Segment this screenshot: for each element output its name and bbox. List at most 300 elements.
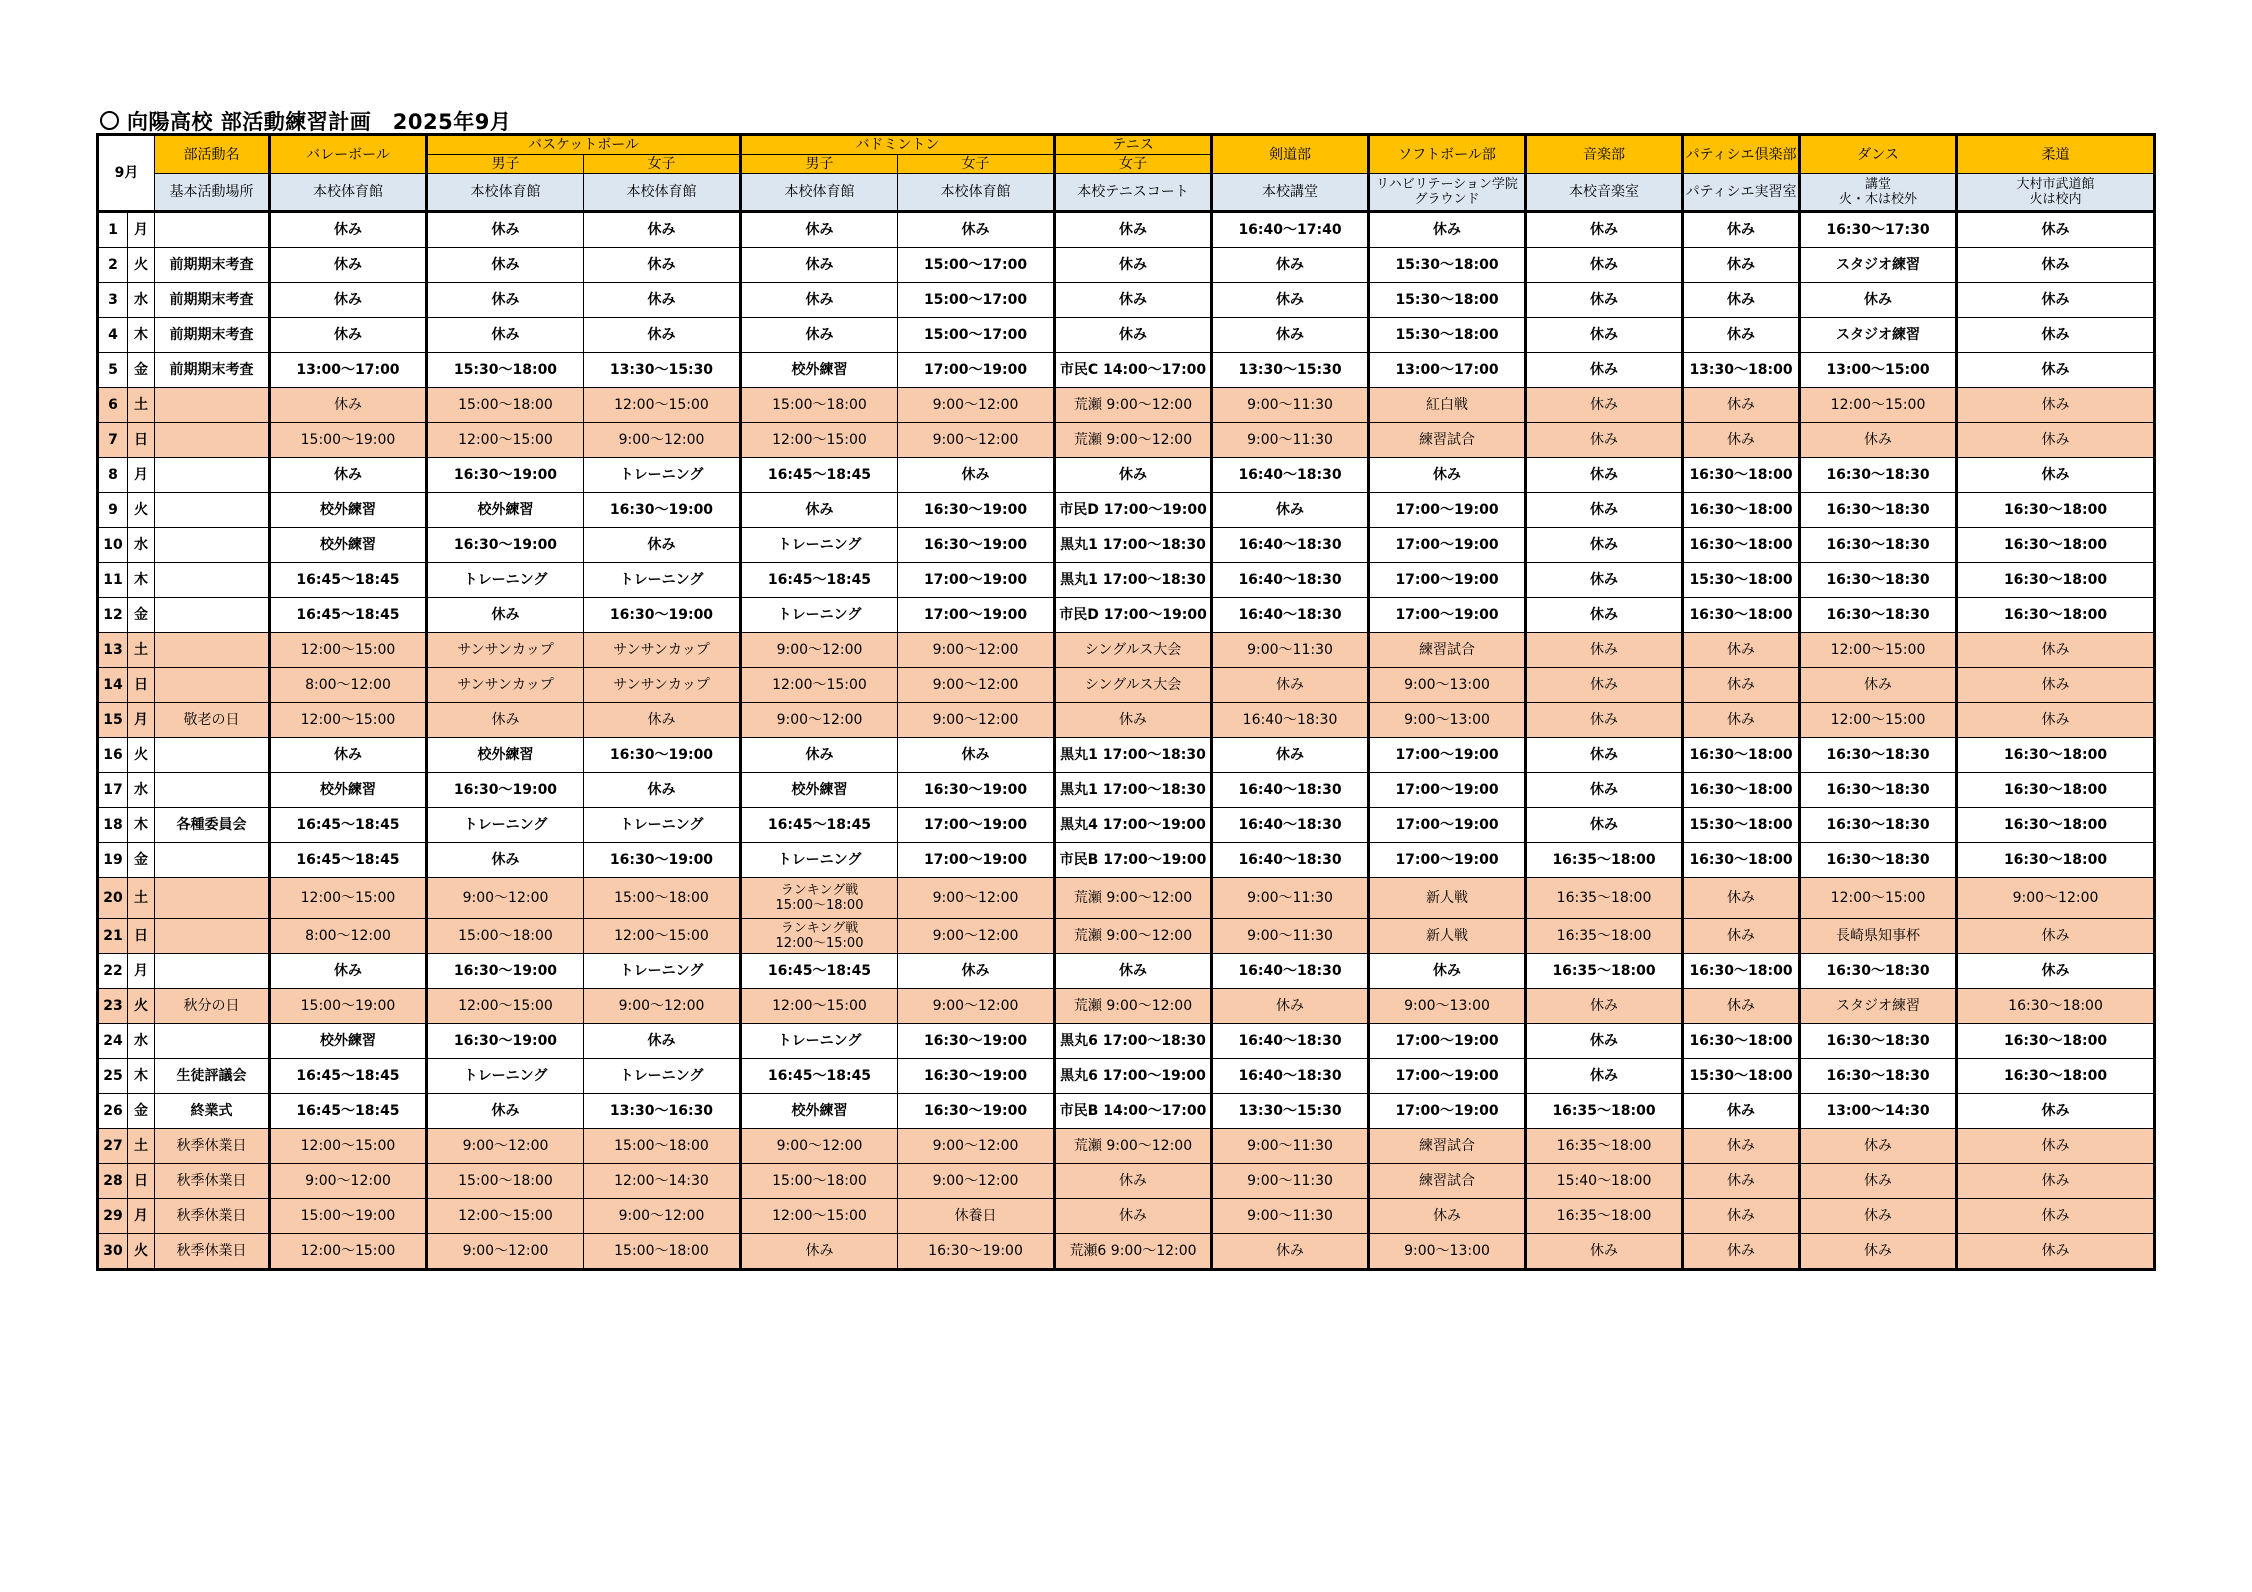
schedule-cell: 休み: [1683, 919, 1800, 954]
schedule-cell: 15:30～18:00: [1683, 1059, 1800, 1094]
schedule-cell: 休み: [1055, 248, 1212, 283]
schedule-cell: 16:30～18:30: [1800, 458, 1957, 493]
day-number: 30: [98, 1234, 128, 1270]
event-cell: 敬老の日: [155, 703, 270, 738]
schedule-cell: 休み: [1683, 1129, 1800, 1164]
schedule-cell: 16:35～18:00: [1526, 843, 1683, 878]
schedule-cell: 9:00～11:30: [1212, 919, 1369, 954]
schedule-cell: 休み: [584, 773, 741, 808]
schedule-cell: 16:30～19:00: [427, 528, 584, 563]
schedule-cell: 17:00～19:00: [1369, 528, 1526, 563]
schedule-cell: 16:35～18:00: [1526, 1199, 1683, 1234]
schedule-cell: トレーニング: [427, 1059, 584, 1094]
day-number: 18: [98, 808, 128, 843]
schedule-cell: 休み: [1957, 668, 2155, 703]
table-row: [98, 423, 2155, 458]
table-row: [98, 954, 2155, 989]
schedule-cell: 荒瀬 9:00～12:00: [1055, 1129, 1212, 1164]
day-number: 20: [98, 878, 128, 919]
schedule-cell: 15:00～17:00: [898, 283, 1055, 318]
schedule-cell: 16:45～18:45: [270, 808, 427, 843]
weekday: 木: [128, 1059, 155, 1094]
schedule-cell: 9:00～11:30: [1212, 1164, 1369, 1199]
table-row: [98, 212, 2155, 248]
schedule-cell: 16:45～18:45: [741, 1059, 898, 1094]
event-cell: [155, 493, 270, 528]
sub-header: 男子: [741, 155, 898, 174]
schedule-cell: 16:30～18:00: [1957, 1059, 2155, 1094]
schedule-cell: 17:00～19:00: [1369, 493, 1526, 528]
schedule-cell: スタジオ練習: [1800, 248, 1957, 283]
schedule-cell: 16:30～18:30: [1800, 598, 1957, 633]
schedule-cell: 9:00～13:00: [1369, 1234, 1526, 1270]
schedule-cell: 12:00～15:00: [741, 423, 898, 458]
schedule-cell: 12:00～15:00: [427, 423, 584, 458]
event-cell: 秋季休業日: [155, 1234, 270, 1270]
schedule-cell: 休み: [741, 248, 898, 283]
weekday: 日: [128, 919, 155, 954]
schedule-cell: 16:30～19:00: [584, 598, 741, 633]
schedule-cell: 9:00～12:00: [898, 1129, 1055, 1164]
schedule-cell: 16:40～18:30: [1212, 598, 1369, 633]
schedule-cell: 12:00～15:00: [741, 1199, 898, 1234]
schedule-cell: 13:00～15:00: [1800, 353, 1957, 388]
table-row: [98, 283, 2155, 318]
schedule-cell: 休み: [1212, 493, 1369, 528]
schedule-cell: 休み: [1957, 1094, 2155, 1129]
table-row: [98, 738, 2155, 773]
table-row: [98, 808, 2155, 843]
schedule-cell: 休み: [1683, 703, 1800, 738]
schedule-cell: 休み: [1526, 458, 1683, 493]
schedule-cell: サンサンカップ: [427, 633, 584, 668]
schedule-cell: 16:30～17:30: [1800, 212, 1957, 248]
schedule-cell: 休み: [1526, 703, 1683, 738]
schedule-cell: 市民D 17:00～19:00: [1055, 598, 1212, 633]
schedule-cell: 休み: [1683, 283, 1800, 318]
schedule-cell: 16:30～19:00: [427, 458, 584, 493]
place-cell: 本校音楽室: [1526, 174, 1683, 212]
schedule-cell: 休み: [1055, 703, 1212, 738]
schedule-cell: 9:00～12:00: [584, 1199, 741, 1234]
weekday: 火: [128, 738, 155, 773]
weekday: 水: [128, 1024, 155, 1059]
schedule-cell: 16:30～19:00: [584, 738, 741, 773]
table-row: [98, 919, 2155, 954]
weekday: 金: [128, 843, 155, 878]
schedule-cell: 黒丸1 17:00～18:30: [1055, 738, 1212, 773]
schedule-cell: 荒瀬6 9:00～12:00: [1055, 1234, 1212, 1270]
schedule-cell: 校外練習: [270, 1024, 427, 1059]
schedule-cell: 休み: [1957, 919, 2155, 954]
schedule-cell: 16:35～18:00: [1526, 954, 1683, 989]
schedule-cell: 休み: [898, 212, 1055, 248]
schedule-cell: 休み: [1526, 1024, 1683, 1059]
schedule-cell: 12:00～15:00: [741, 668, 898, 703]
schedule-cell: 16:30～18:00: [1957, 1024, 2155, 1059]
club-header: 音楽部: [1526, 135, 1683, 174]
schedule-cell: 休み: [1957, 212, 2155, 248]
schedule-cell: 9:00～12:00: [270, 1164, 427, 1199]
schedule-cell: 16:30～19:00: [898, 1094, 1055, 1129]
table-row: [98, 388, 2155, 423]
schedule-cell: 16:30～19:00: [584, 843, 741, 878]
schedule-cell: 9:00～12:00: [898, 668, 1055, 703]
schedule-cell: 休み: [270, 248, 427, 283]
schedule-cell: 休み: [1526, 1059, 1683, 1094]
schedule-cell: 16:30～18:00: [1957, 773, 2155, 808]
schedule-cell: 16:30～18:00: [1683, 773, 1800, 808]
schedule-cell: 休み: [1957, 423, 2155, 458]
sub-header: 男子: [427, 155, 584, 174]
schedule-cell: 校外練習: [741, 353, 898, 388]
weekday: 土: [128, 388, 155, 423]
schedule-cell: 休み: [1526, 318, 1683, 353]
schedule-cell: 12:00～15:00: [1800, 703, 1957, 738]
schedule-cell: 休み: [427, 248, 584, 283]
schedule-cell: 休み: [1526, 212, 1683, 248]
event-cell: 秋季休業日: [155, 1164, 270, 1199]
schedule-cell: 荒瀬 9:00～12:00: [1055, 919, 1212, 954]
schedule-cell: 16:40～18:30: [1212, 703, 1369, 738]
day-number: 4: [98, 318, 128, 353]
table-row: [98, 703, 2155, 738]
schedule-cell: 休み: [1800, 1164, 1957, 1199]
weekday: 火: [128, 1234, 155, 1270]
schedule-cell: 13:30～15:30: [1212, 353, 1369, 388]
event-cell: 前期期末考査: [155, 353, 270, 388]
schedule-cell: 9:00～12:00: [1957, 878, 2155, 919]
schedule-cell: 12:00～15:00: [270, 1129, 427, 1164]
table-row: [98, 1024, 2155, 1059]
sub-header: 女子: [1055, 155, 1212, 174]
day-number: 27: [98, 1129, 128, 1164]
schedule-cell: 休み: [1957, 1199, 2155, 1234]
club-header: 剣道部: [1212, 135, 1369, 174]
schedule-cell: 9:00～11:30: [1212, 388, 1369, 423]
day-number: 14: [98, 668, 128, 703]
table-row: [98, 668, 2155, 703]
schedule-cell: 15:30～18:00: [427, 353, 584, 388]
table-row: [98, 598, 2155, 633]
schedule-cell: 休み: [584, 318, 741, 353]
schedule-cell: 16:45～18:45: [270, 598, 427, 633]
schedule-cell: 休み: [270, 283, 427, 318]
schedule-cell: 休み: [898, 738, 1055, 773]
event-cell: [155, 919, 270, 954]
weekday: 火: [128, 493, 155, 528]
schedule-cell: 16:30～18:00: [1957, 528, 2155, 563]
club-header: 柔道: [1957, 135, 2155, 174]
schedule-cell: 休み: [1800, 1199, 1957, 1234]
schedule-cell: 13:00～14:30: [1800, 1094, 1957, 1129]
weekday: 月: [128, 1199, 155, 1234]
schedule-cell: 16:30～19:00: [427, 954, 584, 989]
schedule-cell: 休み: [1526, 493, 1683, 528]
schedule-cell: 休み: [270, 388, 427, 423]
schedule-cell: 休み: [1683, 423, 1800, 458]
schedule-cell: 16:30～19:00: [584, 493, 741, 528]
event-cell: [155, 843, 270, 878]
header-row-places: [98, 174, 2155, 212]
schedule-cell: 休み: [1369, 1199, 1526, 1234]
day-number: 6: [98, 388, 128, 423]
schedule-cell: スタジオ練習: [1800, 989, 1957, 1024]
schedule-cell: 黒丸4 17:00～19:00: [1055, 808, 1212, 843]
schedule-cell: 17:00～19:00: [1369, 598, 1526, 633]
weekday: 土: [128, 1129, 155, 1164]
schedule-cell: 12:00～15:00: [584, 919, 741, 954]
table-row: [98, 843, 2155, 878]
schedule-cell: トレーニング: [584, 808, 741, 843]
place-cell: パティシエ実習室: [1683, 174, 1800, 212]
day-number: 26: [98, 1094, 128, 1129]
event-cell: [155, 563, 270, 598]
schedule-cell: 休み: [1800, 283, 1957, 318]
schedule-cell: 9:00～12:00: [741, 633, 898, 668]
schedule-cell: 休み: [1957, 1129, 2155, 1164]
schedule-cell: 9:00～11:30: [1212, 423, 1369, 458]
schedule-cell: トレーニング: [741, 1024, 898, 1059]
schedule-cell: 休み: [1369, 458, 1526, 493]
schedule-cell: 休み: [1683, 878, 1800, 919]
club-header: ソフトボール部: [1369, 135, 1526, 174]
schedule-cell: 16:30～18:00: [1957, 843, 2155, 878]
weekday: 日: [128, 423, 155, 458]
schedule-cell: 休み: [1212, 318, 1369, 353]
event-cell: [155, 212, 270, 248]
club-header: ダンス: [1800, 135, 1957, 174]
schedule-cell: 17:00～19:00: [898, 843, 1055, 878]
schedule-cell: 新人戦: [1369, 878, 1526, 919]
schedule-cell: 休み: [1212, 668, 1369, 703]
schedule-cell: 16:30～18:30: [1800, 528, 1957, 563]
schedule-cell: 16:30～18:30: [1800, 843, 1957, 878]
weekday: 月: [128, 458, 155, 493]
schedule-cell: 休み: [1957, 388, 2155, 423]
schedule-cell: 休み: [1526, 248, 1683, 283]
schedule-cell: 休み: [1526, 423, 1683, 458]
schedule-cell: 休み: [1526, 989, 1683, 1024]
schedule-cell: 15:00～19:00: [270, 1199, 427, 1234]
schedule-cell: 紅白戦: [1369, 388, 1526, 423]
schedule-cell: 練習試合: [1369, 1129, 1526, 1164]
schedule-cell: 16:45～18:45: [270, 563, 427, 598]
schedule-cell: トレーニング: [741, 528, 898, 563]
schedule-cell: 12:00～15:00: [1800, 878, 1957, 919]
schedule-cell: 16:45～18:45: [741, 808, 898, 843]
schedule-cell: 休み: [270, 318, 427, 353]
place-cell: 講堂 火・木は校外: [1800, 174, 1957, 212]
weekday: 金: [128, 598, 155, 633]
schedule-cell: 休み: [1800, 423, 1957, 458]
schedule-cell: 黒丸6 17:00～19:00: [1055, 1059, 1212, 1094]
schedule-cell: 休み: [584, 528, 741, 563]
schedule-cell: 9:00～11:30: [1212, 878, 1369, 919]
schedule-cell: 休み: [427, 843, 584, 878]
schedule-cell: 15:30～18:00: [1369, 318, 1526, 353]
event-cell: 各種委員会: [155, 808, 270, 843]
schedule-cell: 校外練習: [741, 773, 898, 808]
schedule-cell: 12:00～14:30: [584, 1164, 741, 1199]
schedule-cell: 15:30～18:00: [1683, 808, 1800, 843]
schedule-cell: トレーニング: [741, 598, 898, 633]
table-row: [98, 458, 2155, 493]
day-number: 29: [98, 1199, 128, 1234]
day-number: 9: [98, 493, 128, 528]
schedule-cell: 荒瀬 9:00～12:00: [1055, 423, 1212, 458]
schedule-cell: 15:00～17:00: [898, 248, 1055, 283]
schedule-cell: 15:00～18:00: [584, 1129, 741, 1164]
schedule-cell: 練習試合: [1369, 423, 1526, 458]
schedule-cell: 9:00～12:00: [898, 878, 1055, 919]
schedule-cell: 9:00～11:30: [1212, 1199, 1369, 1234]
schedule-cell: 16:40～18:30: [1212, 808, 1369, 843]
event-cell: 前期期末考査: [155, 283, 270, 318]
club-header: バスケットボール: [427, 135, 741, 155]
schedule-cell: 15:00～18:00: [427, 1164, 584, 1199]
day-number: 8: [98, 458, 128, 493]
day-number: 11: [98, 563, 128, 598]
table-row: [98, 1059, 2155, 1094]
schedule-cell: 9:00～13:00: [1369, 989, 1526, 1024]
schedule-cell: 16:40～18:30: [1212, 773, 1369, 808]
event-cell: 秋季休業日: [155, 1129, 270, 1164]
schedule-cell: 9:00～12:00: [898, 388, 1055, 423]
schedule-cell: 休み: [741, 493, 898, 528]
weekday: 火: [128, 989, 155, 1024]
schedule-cell: 休み: [1212, 989, 1369, 1024]
schedule-cell: 休み: [1055, 283, 1212, 318]
club-header: バレーボール: [270, 135, 427, 174]
schedule-cell: 練習試合: [1369, 1164, 1526, 1199]
weekday: 火: [128, 248, 155, 283]
schedule-cell: 休み: [741, 738, 898, 773]
schedule-cell: 17:00～19:00: [1369, 1024, 1526, 1059]
schedule-cell: 17:00～19:00: [1369, 1094, 1526, 1129]
schedule-cell: 9:00～12:00: [427, 1234, 584, 1270]
event-cell: [155, 878, 270, 919]
schedule-cell: 13:30～16:30: [584, 1094, 741, 1129]
event-cell: 生徒評議会: [155, 1059, 270, 1094]
weekday: 金: [128, 1094, 155, 1129]
schedule-cell: 12:00～15:00: [270, 1234, 427, 1270]
schedule-cell: 市民C 14:00～17:00: [1055, 353, 1212, 388]
schedule-cell: 休み: [270, 458, 427, 493]
schedule-cell: 16:30～19:00: [898, 773, 1055, 808]
table-row: [98, 989, 2155, 1024]
schedule-cell: 休み: [741, 1234, 898, 1270]
day-number: 10: [98, 528, 128, 563]
sub-header: 女子: [898, 155, 1055, 174]
schedule-cell: 休み: [427, 318, 584, 353]
schedule-cell: 休み: [1957, 318, 2155, 353]
schedule-cell: 休み: [1683, 1164, 1800, 1199]
schedule-cell: 休み: [1526, 353, 1683, 388]
schedule-cell: 休み: [1957, 1234, 2155, 1270]
schedule-cell: 校外練習: [270, 493, 427, 528]
schedule-cell: 休み: [741, 212, 898, 248]
schedule-cell: トレーニング: [741, 843, 898, 878]
schedule-cell: スタジオ練習: [1800, 318, 1957, 353]
schedule-cell: 16:30～18:30: [1800, 493, 1957, 528]
event-cell: 前期期末考査: [155, 318, 270, 353]
table-row: [98, 563, 2155, 598]
weekday: 木: [128, 318, 155, 353]
schedule-cell: サンサンカップ: [584, 668, 741, 703]
schedule-cell: 休み: [427, 1094, 584, 1129]
schedule-cell: トレーニング: [584, 1059, 741, 1094]
schedule-cell: 12:00～15:00: [741, 989, 898, 1024]
event-cell: 終業式: [155, 1094, 270, 1129]
schedule-cell: 16:30～18:30: [1800, 808, 1957, 843]
day-number: 2: [98, 248, 128, 283]
schedule-cell: 市民D 17:00～19:00: [1055, 493, 1212, 528]
schedule-cell: 16:30～19:00: [427, 773, 584, 808]
table-row: [98, 633, 2155, 668]
schedule-cell: 休み: [1055, 1164, 1212, 1199]
schedule-cell: 12:00～15:00: [270, 703, 427, 738]
weekday: 日: [128, 668, 155, 703]
schedule-cell: 16:35～18:00: [1526, 919, 1683, 954]
schedule-cell: 16:30～18:00: [1957, 738, 2155, 773]
schedule-cell: 15:00～17:00: [898, 318, 1055, 353]
schedule-cell: 休み: [1526, 808, 1683, 843]
schedule-cell: 休み: [1683, 668, 1800, 703]
event-cell: 秋分の日: [155, 989, 270, 1024]
schedule-cell: 17:00～19:00: [898, 353, 1055, 388]
place-cell: 本校体育館: [898, 174, 1055, 212]
schedule-cell: 16:30～19:00: [898, 1059, 1055, 1094]
place-cell: 本校体育館: [270, 174, 427, 212]
schedule-cell: 黒丸1 17:00～18:30: [1055, 528, 1212, 563]
schedule-cell: 休み: [1683, 989, 1800, 1024]
schedule-cell: 17:00～19:00: [898, 598, 1055, 633]
schedule-cell: 荒瀬 9:00～12:00: [1055, 878, 1212, 919]
schedule-cell: 16:30～18:00: [1957, 493, 2155, 528]
day-number: 15: [98, 703, 128, 738]
schedule-cell: 17:00～19:00: [1369, 1059, 1526, 1094]
circle-icon: [100, 111, 119, 130]
schedule-cell: 12:00～15:00: [427, 989, 584, 1024]
schedule-cell: 休み: [741, 283, 898, 318]
schedule-cell: 16:30～18:00: [1683, 598, 1800, 633]
header-row-clubs: [98, 135, 2155, 155]
schedule-cell: 12:00～15:00: [427, 1199, 584, 1234]
schedule-cell: 15:40～18:00: [1526, 1164, 1683, 1199]
schedule-cell: 16:40～18:30: [1212, 843, 1369, 878]
schedule-cell: 休養日: [898, 1199, 1055, 1234]
schedule-cell: 休み: [1526, 598, 1683, 633]
schedule-cell: 16:40～17:40: [1212, 212, 1369, 248]
schedule-cell: 長崎県知事杯: [1800, 919, 1957, 954]
schedule-cell: 休み: [1957, 954, 2155, 989]
schedule-cell: 12:00～15:00: [1800, 388, 1957, 423]
table-row: [98, 1129, 2155, 1164]
schedule-cell: 16:30～18:00: [1683, 843, 1800, 878]
schedule-cell: 休み: [584, 703, 741, 738]
schedule-cell: 休み: [1957, 1164, 2155, 1199]
schedule-cell: 16:30～18:30: [1800, 773, 1957, 808]
schedule-cell: 16:40～18:30: [1212, 528, 1369, 563]
day-number: 1: [98, 212, 128, 248]
schedule-cell: 16:30～18:30: [1800, 1024, 1957, 1059]
schedule-cell: 休み: [1683, 212, 1800, 248]
schedule-cell: 16:30～18:30: [1800, 954, 1957, 989]
schedule-cell: 12:00～15:00: [270, 878, 427, 919]
event-cell: [155, 954, 270, 989]
schedule-cell: 9:00～11:30: [1212, 633, 1369, 668]
